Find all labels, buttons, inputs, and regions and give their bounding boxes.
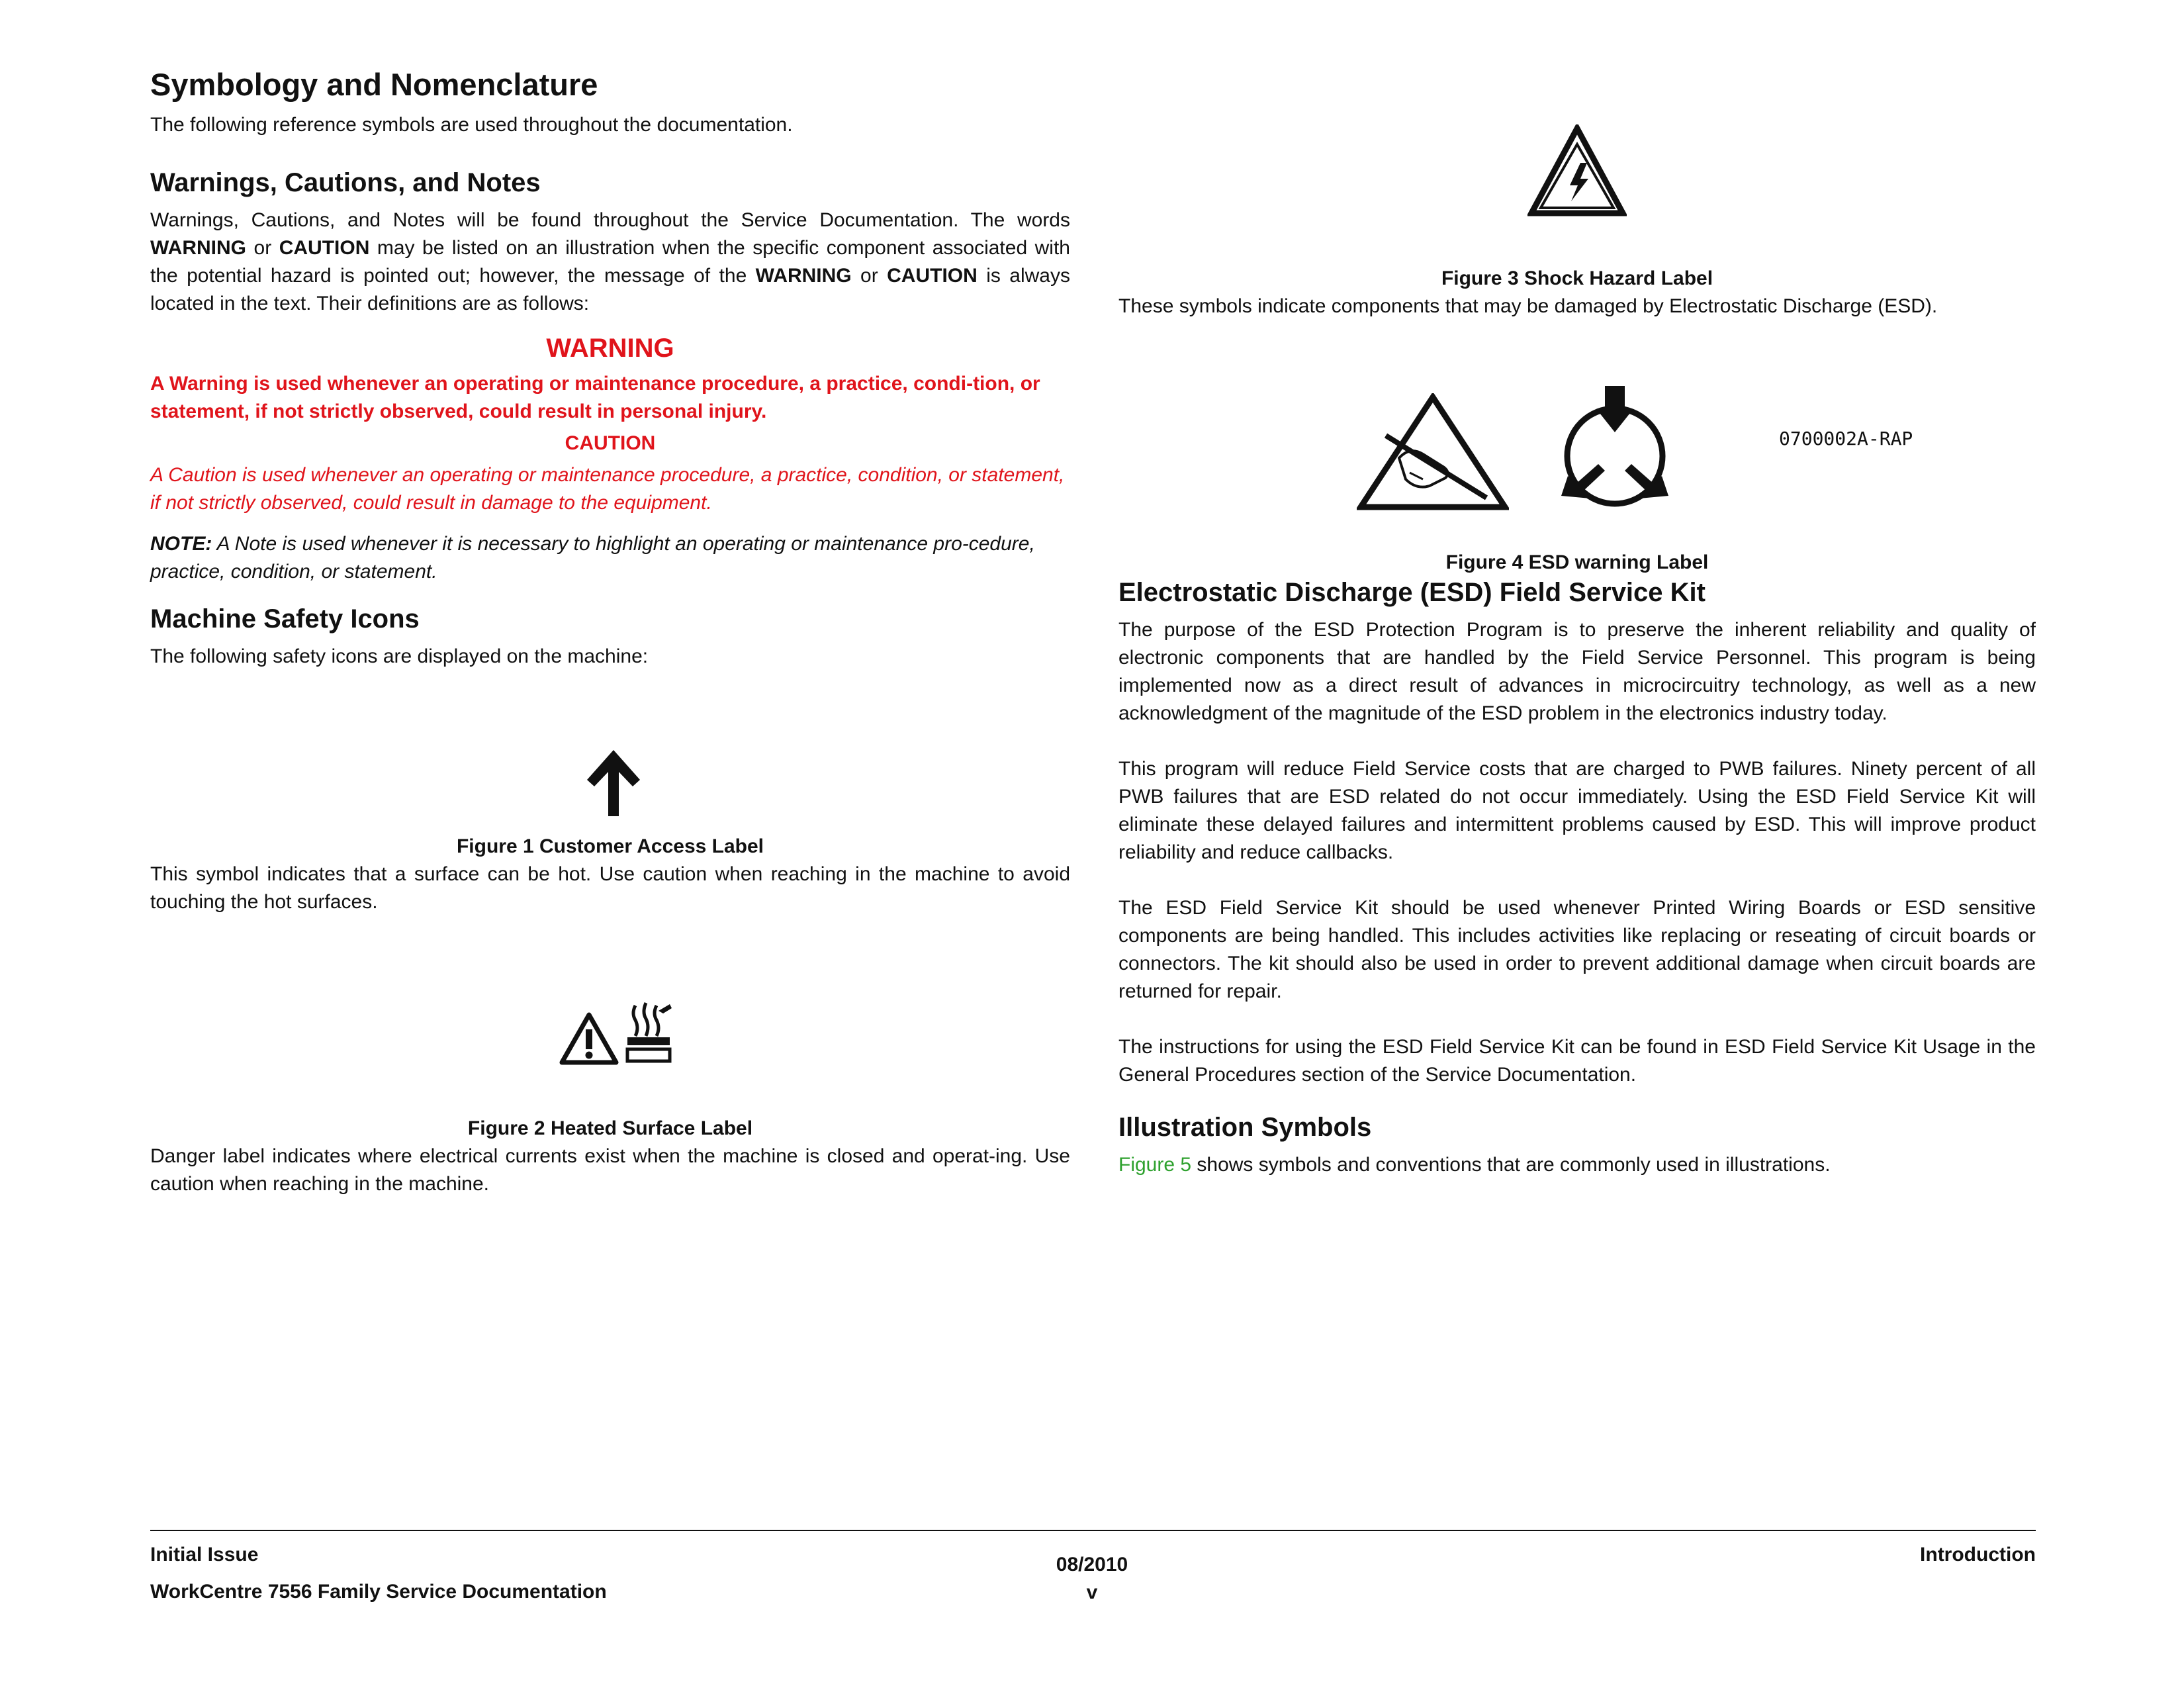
esd-paragraph-4: The instructions for using the ESD Field Service Kit can be found in ESD Field Service Kit Usage in the General Procedures section of the Service Documentation. — [1118, 1036, 2036, 1086]
warnings-heading: Warnings, Cautions, and Notes — [150, 168, 541, 198]
footer-date: 08/2010 — [1056, 1554, 1128, 1575]
note-text: NOTE: A Note is used whenever it is necessary to highlight an operating or maintenance pro-cedure, practice, condition, or statement. — [150, 533, 1035, 583]
danger-label-text: Danger label indicates where electrical currents exist when the machine is closed and operat-ing. Use caution when reaching in the machine. — [150, 1145, 1070, 1196]
esd-paragraph-1: The purpose of the ESD Protection Program is to preserve the inherent reliability and quality of electronic components that are handled by the Field Service Personnel. This program is being implemented now as a direct result of advances in microcircuitry technology, as well as a new acknowledgment of the magnitude of the ESD problem in the electronics industry today. — [1118, 619, 2036, 724]
intro-text: The following reference symbols are used throughout the documentation. — [150, 114, 793, 136]
esd-symbols-text: These symbols indicate components that may be damaged by Electrostatic Discharge (ESD). — [1118, 295, 1938, 317]
figure-3-caption: Figure 3 Shock Hazard Label — [1441, 267, 1713, 289]
illustration-symbols-heading: Illustration Symbols — [1118, 1113, 1372, 1142]
left-column — [150, 66, 1070, 1198]
footer-issue: Initial Issue — [150, 1544, 259, 1566]
note-label: NOTE: — [150, 533, 212, 555]
footer-doc-title: WorkCentre 7556 Family Service Documentation — [150, 1581, 607, 1603]
safety-icons-heading: Machine Safety Icons — [150, 604, 420, 634]
right-column — [1118, 66, 2036, 1179]
caution-heading: CAUTION — [565, 432, 656, 455]
esd-kit-heading: Electrostatic Discharge (ESD) Field Service Kit — [1118, 578, 1706, 607]
figure-4 — [1118, 320, 2036, 549]
figure-3 — [1118, 66, 2036, 265]
caution-text: A Caution is used whenever an operating or maintenance procedure, a practice, condition, or statement, if not strictly observed, could result in damage to the equipment. — [150, 464, 1065, 514]
footer-divider — [150, 1530, 2036, 1531]
figure-1-caption: Figure 1 Customer Access Label — [456, 835, 764, 858]
figure-5-link[interactable]: Figure 5 — [1118, 1154, 1192, 1176]
safety-icons-intro: The following safety icons are displayed on the machine: — [150, 645, 649, 668]
figure-1 — [150, 671, 1070, 833]
footer-left — [150, 1541, 607, 1606]
figure-2 — [150, 916, 1070, 1115]
esd-warning-icon — [1357, 393, 1509, 512]
warning-text: A Warning is used whenever an operating or maintenance procedure, a practice, condi-tion, or statement, if not strictly observed, could result in personal injury. — [150, 373, 1040, 423]
page-title: Symbology and Nomenclature — [150, 67, 598, 102]
footer-page-number: v — [1086, 1581, 1098, 1603]
hot-surface-text: This symbol indicates that a surface can be hot. Use caution when reaching in the machine to avoid touching the hot surfaces. — [150, 863, 1070, 914]
footer-right — [1920, 1541, 2036, 1569]
figure-4-code: 0700002A-RAP — [1779, 428, 1913, 449]
figure-2-caption: Figure 2 Heated Surface Label — [467, 1117, 753, 1140]
esd-paragraph-2: This program will reduce Field Service costs that are charged to PWB failures. Ninety percent of all PWB failures that are ESD related do not occur immediately. Using the ESD Field Service Kit will eliminate these delayed failures and intermittent problems caused by ESD. This will improve product reliability and reduce callbacks. — [1118, 758, 2036, 863]
shock-hazard-icon — [1527, 124, 1627, 217]
caution-triangle-icon — [559, 1012, 619, 1065]
arrow-up-icon — [584, 747, 643, 820]
esd-sensitive-icon — [1552, 383, 1678, 516]
figure-4-caption: Figure 4 ESD warning Label — [1445, 551, 1709, 573]
footer-section: Introduction — [1920, 1544, 2036, 1566]
footer-center — [1026, 1551, 1158, 1607]
hot-surface-icon — [622, 999, 675, 1065]
warnings-paragraph: Warnings, Cautions, and Notes will be found throughout the Service Documentation. The words WARNING or CAUTION may be listed on an illustration when the specific component associated with the potential hazard is pointed out; however, the message of the WARNING or CAUTION is always located in the text. Their definitions are as follows: — [150, 209, 1070, 315]
illustration-symbols-text: Figure 5 shows symbols and conventions that are commonly used in illustrations. — [1118, 1154, 1831, 1176]
esd-paragraph-3: The ESD Field Service Kit should be used whenever Printed Wiring Boards or ESD sensitive components are being handled. This includes activities like replacing or reseating of circuit boards or connectors. The kit should also be used in order to prevent additional damage when circuit boards are returned for repair. — [1118, 897, 2036, 1002]
warning-heading: WARNING — [546, 334, 674, 363]
